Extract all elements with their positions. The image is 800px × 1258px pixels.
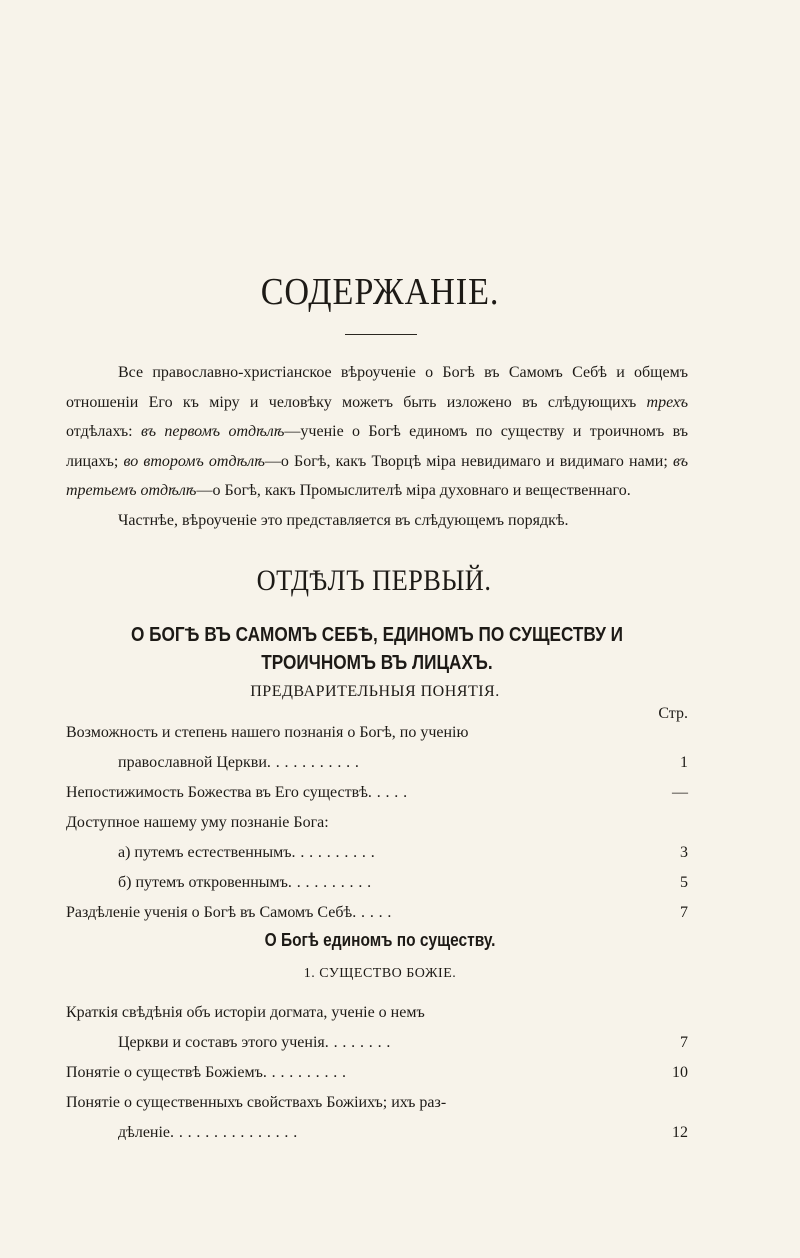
- toc-page-number: 7: [680, 904, 688, 921]
- page-title: СОДЕРЖАНІЕ.: [260, 271, 500, 313]
- toc-page-number: 5: [680, 874, 688, 891]
- toc-page-number: 12: [672, 1124, 688, 1141]
- toc-entry: [66, 1058, 688, 1088]
- toc-entry: [66, 898, 688, 928]
- intro-emphasis: въ третьемъ отдѣлѣ: [66, 452, 689, 499]
- intro-paragraph-2: Частнѣе, вѣроученіе это представляется въ слѣдующемъ порядкѣ.: [118, 511, 569, 529]
- toc-entry-text: Краткія свѣдѣнія объ исторіи догмата, ученіе о немъ: [66, 1004, 425, 1021]
- toc-entry: [66, 868, 688, 898]
- toc-leader-dots: . . . . . . . .: [324, 1034, 391, 1051]
- toc-entry: [66, 1118, 688, 1148]
- toc-entry-text: Понятіе о существѣ Божіемъ: [66, 1064, 263, 1081]
- toc-entry-text: Возможность и степень нашего познанія о Богѣ, по ученію: [66, 724, 469, 741]
- intro-emphasis: въ первомъ отдѣлѣ: [140, 423, 285, 440]
- sub-heading: 1. СУЩЕСТВО БОЖІЕ.: [303, 966, 457, 981]
- intro-emphasis: трехъ: [646, 393, 688, 411]
- toc-entry: [66, 808, 688, 838]
- intro-text: [66, 358, 688, 535]
- section-title: ОТДѢЛЪ ПЕРВЫЙ.: [256, 564, 492, 597]
- intro-run: Все православно-христіанское вѣроученіе о Богѣ въ Самомъ Себѣ и общемъ отношеніи Его къ міру и человѣку можетъ быть изложено въ слѣдующихъ: [66, 364, 688, 411]
- intro-emphasis: во второмъ отдѣлѣ: [123, 452, 265, 470]
- intro-paragraph-1: [66, 358, 688, 506]
- toc-page-number: 10: [672, 1064, 688, 1081]
- intro-run: —о Богѣ, какъ Творцѣ міра невидимаго и видимаго нами;: [264, 452, 673, 470]
- toc-entry-text: Доступное нашему уму познаніе Бога:: [66, 814, 329, 831]
- preliminary-heading: ПРЕДВАРИТЕЛЬНЫЯ ПОНЯТІЯ.: [250, 683, 500, 700]
- toc-leader-dots: . . . . . . . . . . .: [266, 754, 360, 771]
- toc-entry-text: Церкви и составъ этого ученія: [118, 1034, 325, 1051]
- toc-entry-text: Понятіе о существенныхъ свойствахъ Божіихъ; ихъ раз-: [66, 1094, 447, 1111]
- toc-leader-dots: . . . . . . . . . . . . . . .: [170, 1124, 298, 1141]
- toc-entry-text: православной Церкви: [118, 754, 267, 771]
- toc-entry: [66, 718, 688, 748]
- section-subtitle: О БОГѢ ВЪ САМОМЪ СЕБѢ, ЕДИНОМЪ ПО СУЩЕСТВУ И ТРОИЧНОМЪ ВЪ ЛИЦАХЪ.: [130, 624, 624, 674]
- toc-entry: [66, 748, 688, 778]
- toc-entry: [66, 838, 688, 868]
- toc-page-number: —: [672, 784, 688, 801]
- toc-leader-dots: . . . . . . . . . .: [262, 1064, 347, 1081]
- toc-entry-text: Непостижимость Божества въ Его существѣ: [66, 784, 368, 801]
- toc-essence: [66, 998, 688, 1148]
- page-column-label: Стр.: [658, 705, 688, 722]
- toc-entry: [66, 1028, 688, 1058]
- toc-preliminary: [66, 718, 688, 928]
- toc-entry-text: а) путемъ естественнымъ: [118, 844, 292, 861]
- intro-run: —о Богѣ, какъ Промыслителѣ міра духовнаго и вещественнаго.: [196, 482, 631, 499]
- toc-entry: [66, 1088, 688, 1118]
- toc-leader-dots: . . . . .: [367, 784, 408, 801]
- toc-entry: [66, 778, 688, 808]
- toc-page-number: 3: [680, 844, 688, 861]
- toc-leader-dots: . . . . . . . . . .: [291, 844, 376, 861]
- toc-page-number: 1: [680, 754, 688, 771]
- toc-entry-text: б) путемъ откровеннымъ: [118, 874, 288, 891]
- toc-entry-text: дѣленіе: [118, 1124, 171, 1141]
- intro-run: отдѣлахъ:: [66, 423, 141, 440]
- toc-page-number: 7: [680, 1034, 688, 1051]
- title-divider: [345, 334, 417, 335]
- toc-entry-text: Раздѣленіе ученія о Богѣ въ Самомъ Себѣ: [66, 904, 353, 921]
- intro-run: —ученіе о Богѣ единомъ по существу и троичномъ въ лицахъ;: [66, 423, 689, 470]
- toc-leader-dots: . . . . . . . . . .: [287, 874, 372, 891]
- subsection-title: О Богѣ единомъ по существу.: [264, 930, 496, 950]
- toc-leader-dots: . . . . .: [352, 904, 392, 921]
- toc-entry: [66, 998, 688, 1028]
